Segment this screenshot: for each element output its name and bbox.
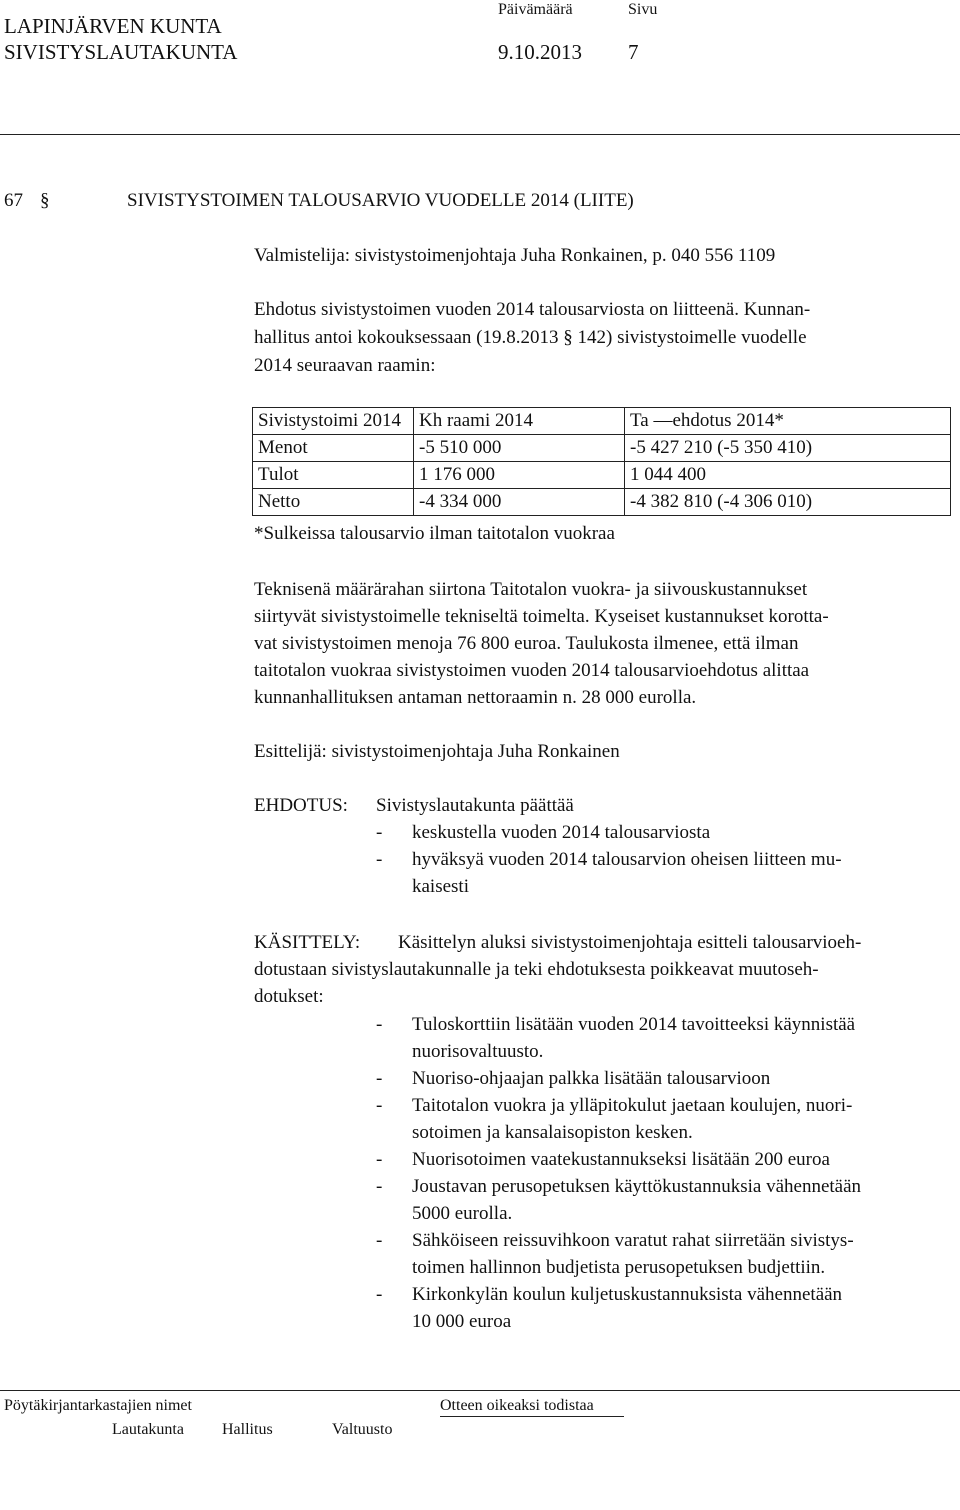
table-cell: Netto: [253, 489, 414, 516]
table-cell: -4 382 810 (-4 306 010): [625, 489, 951, 516]
table-header-cell: Kh raami 2014: [414, 408, 625, 435]
presenter-line: Esittelijä: sivistystoimenjohtaja Juha Ronkainen: [254, 741, 620, 762]
footer-rule: [0, 1390, 960, 1391]
budget-table: [252, 407, 951, 516]
proposal-label: EHDOTUS:: [254, 795, 348, 816]
table-header-row: [253, 408, 951, 435]
proposal-text: Sivistyslautakunta päättää: [376, 795, 574, 816]
paragraph-line: kunnanhallituksen antaman nettoraamin n. 28 000 eurolla.: [254, 687, 697, 708]
date-label: Päivämäärä: [498, 1, 573, 18]
page-number: 7: [628, 40, 639, 64]
intro-line: hallitus antoi kokouksessaan (19.8.2013 § 142) sivistystoimelle vuodelle: [254, 327, 807, 348]
section-title: SIVISTYSTOIMEN TALOUSARVIO VUODELLE 2014 (LIITE): [127, 190, 634, 211]
footer-body-valtuusto: Valtuusto: [332, 1421, 393, 1438]
table-row: [253, 462, 951, 489]
list-item: - hyväksyä vuoden 2014 talousarvion oheisen liitteen mu- kaisesti: [376, 849, 842, 897]
table-cell: -5 510 000: [414, 435, 625, 462]
table-cell: 1 044 400: [625, 462, 951, 489]
handling-line: dotukset:: [254, 986, 324, 1007]
meeting-date: 9.10.2013: [498, 40, 582, 64]
intro-line: Ehdotus sivistystoimen vuoden 2014 talousarviosta on liitteenä. Kunnan-: [254, 299, 811, 320]
list-item: - Taitotalon vuokra ja ylläpitokulut jaetaan koulujen, nuori- sotoimen ja kansalaisopiston kesken.: [376, 1095, 853, 1143]
table-row: [253, 489, 951, 516]
intro-line: 2014 seuraavan raamin:: [254, 355, 436, 376]
section-symbol: §: [40, 190, 50, 211]
list-item: - Tuloskorttiin lisätään vuoden 2014 tavoitteeksi käynnistää nuorisovaltuusto.: [376, 1014, 856, 1062]
table-row: [253, 435, 951, 462]
handling-text: Käsittelyn aluksi sivistystoimenjohtaja esitteli talousarvioeh-: [398, 932, 862, 953]
table-footnote: *Sulkeissa talousarvio ilman taitotalon vuokraa: [254, 523, 615, 544]
handling-label: KÄSITTELY:: [254, 932, 361, 953]
paragraph-line: taitotalon vuokraa sivistystoimen vuoden 2014 talousarvioehdotus alittaa: [254, 660, 810, 681]
certified-underline: [440, 1416, 624, 1417]
table-cell: -4 334 000: [414, 489, 625, 516]
organization-name: LAPINJÄRVEN KUNTA: [4, 14, 222, 38]
footer-checkers-label: Pöytäkirjantarkastajien nimet: [4, 1397, 192, 1414]
handling-line: dotustaan sivistyslautakunnalle ja teki ehdotuksesta poikkeavat muutoseh-: [254, 959, 819, 980]
preparer-line: Valmistelija: sivistystoimenjohtaja Juha Ronkainen, p. 040 556 1109: [254, 245, 776, 266]
section-number: 67: [4, 190, 23, 211]
table-cell: 1 176 000: [414, 462, 625, 489]
table-header-cell: Ta —ehdotus 2014*: [625, 408, 951, 435]
paragraph-line: siirtyvät sivistystoimelle tekniseltä toimelta. Kyseiset kustannukset korotta-: [254, 606, 829, 627]
paragraph-line: vat sivistystoimen menoja 76 800 euroa. Taulukosta ilmenee, että ilman: [254, 633, 799, 654]
handling-list: [376, 1011, 956, 1335]
list-item: - Sähköiseen reissuvihkoon varatut rahat siirretään sivistys- toimen hallinnon budjetista perusopetuksen budjettiin.: [376, 1230, 854, 1278]
table-header-cell: Sivistystoimi 2014: [253, 408, 414, 435]
list-item: - keskustella vuoden 2014 talousarviosta: [376, 822, 711, 843]
board-name: SIVISTYSLAUTAKUNTA: [4, 40, 238, 64]
list-item: - Kirkonkylän koulun kuljetuskustannuksista vähennetään 10 000 euroa: [376, 1284, 843, 1332]
page-label: Sivu: [628, 1, 658, 18]
table-cell: Tulot: [253, 462, 414, 489]
table-cell: -5 427 210 (-5 350 410): [625, 435, 951, 462]
table-cell: Menot: [253, 435, 414, 462]
footer-body-lautakunta: Lautakunta: [112, 1421, 184, 1438]
header-rule: [0, 134, 960, 135]
proposal-list: [376, 819, 936, 900]
footer-certified-label: Otteen oikeaksi todistaa: [440, 1397, 594, 1414]
list-item: - Nuoriso-ohjaajan palkka lisätään talousarvioon: [376, 1068, 771, 1089]
list-item: - Joustavan perusopetuksen käyttökustannuksia vähennetään 5000 eurolla.: [376, 1176, 862, 1224]
paragraph-line: Teknisenä määrärahan siirtona Taitotalon vuokra- ja siivouskustannukset: [254, 579, 808, 600]
footer-body-hallitus: Hallitus: [222, 1421, 273, 1438]
list-item: - Nuorisotoimen vaatekustannukseksi lisätään 200 euroa: [376, 1149, 830, 1170]
